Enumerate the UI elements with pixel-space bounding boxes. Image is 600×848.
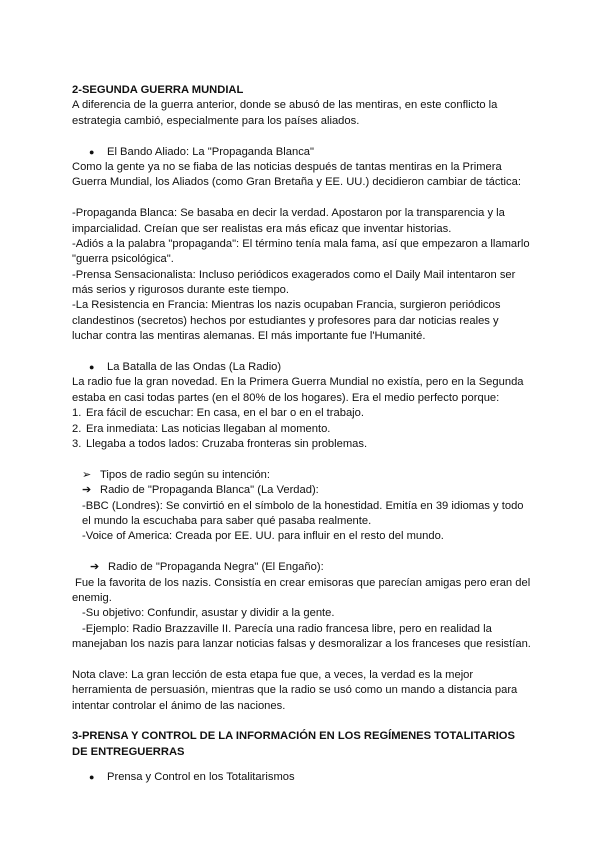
numbered-item xyxy=(72,406,532,421)
subheading-item xyxy=(72,468,532,483)
arrow-icon: ➔ xyxy=(90,561,100,574)
paragraph-line: manejaban los nazis para lanzar noticias falsas y desmoralizar a los franceses que resistían. xyxy=(72,638,531,651)
paragraph-line: -Adiós a la palabra "propaganda": El término tenía mala fama, así que empezaron a llamarlo xyxy=(72,237,530,250)
paragraph-line: Fue la favorita de los nazis. Consistía en crear emisoras que parecían amigas pero eran del xyxy=(75,576,531,589)
numbered-item xyxy=(72,437,532,452)
paragraph-line: enemig. xyxy=(72,591,112,604)
section-heading-3: 3-PRENSA Y CONTROL DE LA INFORMACIÓN EN LOS REGÍMENES TOTALITARIOS xyxy=(72,730,515,743)
bullet-item xyxy=(72,360,532,375)
bullet-text: La Batalla de las Ondas (La Radio) xyxy=(107,361,282,374)
paragraph-line: luchar contra las mentiras alemanas. El más importante fue l'Humanité. xyxy=(72,330,426,343)
paragraph-line: clandestinos (secretos) hechos por estudiantes y profesores para dar noticias reales y xyxy=(72,314,499,327)
arrow-icon: ➔ xyxy=(82,484,92,497)
arrowhead-icon: ➢ xyxy=(82,468,92,481)
paragraph-line: Como la gente ya no se fiaba de las noticias después de tantas mentiras en la Primera xyxy=(72,160,502,173)
subheading-item xyxy=(72,560,532,575)
item-number: 3. xyxy=(72,437,82,450)
item-text: Llegaba a todos lados: Cruzaba fronteras sin problemas. xyxy=(86,437,368,450)
bullet-item xyxy=(72,145,532,160)
paragraph-line: -Su objetivo: Confundir, asustar y dividir a la gente. xyxy=(82,607,335,620)
document-content xyxy=(72,83,532,786)
numbered-item xyxy=(72,422,532,437)
subheading-text: Radio de "Propaganda Negra" (El Engaño): xyxy=(108,561,324,574)
bullet-icon: ● xyxy=(89,146,95,157)
bullet-icon: ● xyxy=(89,362,95,373)
paragraph-line: más serios y rigurosos durante este tiempo. xyxy=(72,284,290,297)
note-line: intentar controlar el ánimo de las naciones. xyxy=(72,699,286,712)
paragraph-line: imparcialidad. Creían que ser realistas era más eficaz que inventar historias. xyxy=(72,222,452,235)
paragraph-line: Guerra Mundial, los Aliados (como Gran Bretaña y EE. UU.) decidieron cambiar de táctica: xyxy=(72,176,521,189)
paragraph-line: -La Resistencia en Francia: Mientras los nazis ocupaban Francia, surgieron periódicos xyxy=(72,299,501,312)
paragraph-line: -Propaganda Blanca: Se basaba en decir la verdad. Apostaron por la transparencia y la xyxy=(72,207,505,220)
bullet-item xyxy=(72,770,532,785)
section-heading-3-cont: DE ENTREGUERRAS xyxy=(72,745,185,758)
item-text: Era fácil de escuchar: En casa, en el bar o en el trabajo. xyxy=(86,407,364,420)
paragraph-line: el mundo la escuchaba para saber qué pasaba realmente. xyxy=(82,514,372,527)
paragraph-line: La radio fue la gran novedad. En la Primera Guerra Mundial no existía, pero en la Segunda xyxy=(72,376,524,389)
item-number: 1. xyxy=(72,407,82,420)
bullet-text: Prensa y Control en los Totalitarismos xyxy=(107,771,295,784)
subheading-item xyxy=(72,483,532,498)
paragraph-line: A diferencia de la guerra anterior, donde se abusó de las mentiras, en este conflicto la xyxy=(72,99,498,112)
paragraph-line: -BBC (Londres): Se convirtió en el símbolo de la honestidad. Emitía en 39 idiomas y todo xyxy=(82,499,524,512)
item-text: Era inmediata: Las noticias llegaban al momento. xyxy=(86,422,331,435)
paragraph-line: -Ejemplo: Radio Brazzaville II. Parecía una radio francesa libre, pero en realidad la xyxy=(82,622,492,635)
item-number: 2. xyxy=(72,422,82,435)
paragraph-line: -Voice of America: Creada por EE. UU. para influir en el resto del mundo. xyxy=(82,530,444,543)
section-heading-2: 2-SEGUNDA GUERRA MUNDIAL xyxy=(72,84,244,96)
paragraph-line: estrategia cambió, especialmente para los países aliados. xyxy=(72,114,360,127)
bullet-text: El Bando Aliado: La "Propaganda Blanca" xyxy=(107,145,314,158)
bullet-icon: ● xyxy=(89,772,95,783)
subheading-text: Radio de "Propaganda Blanca" (La Verdad): xyxy=(100,484,319,497)
paragraph-line: "guerra psicológica". xyxy=(72,253,174,266)
subheading-text: Tipos de radio según su intención: xyxy=(100,468,270,481)
paragraph-line: -Prensa Sensacionalista: Incluso periódicos exagerados como el Daily Mail intentaron ser xyxy=(72,268,516,281)
paragraph-line: estaba en casi todas partes (en el 80% de los hogares). Era el medio perfecto porque: xyxy=(72,391,500,404)
note-line: Nota clave: La gran lección de esta etapa fue que, a veces, la verdad es la mejor xyxy=(72,668,474,681)
note-line: herramienta de persuasión, mientras que la radio se usó como un mando a distancia para xyxy=(72,684,518,697)
